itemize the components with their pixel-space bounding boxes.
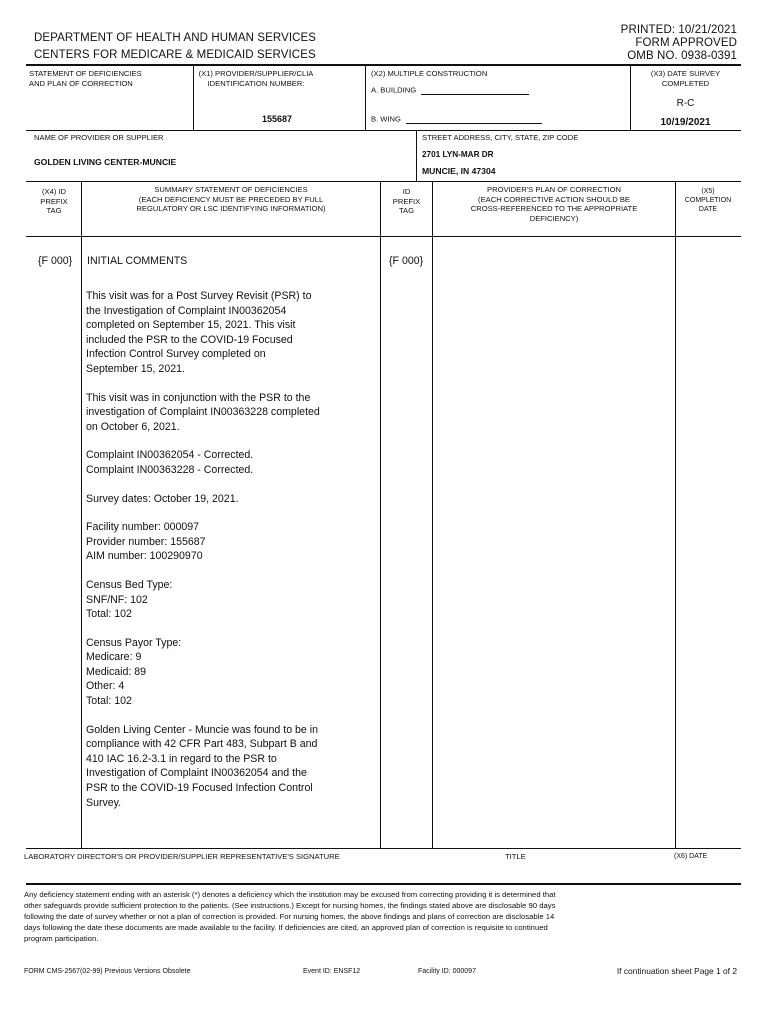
grid-rule-1 [26,130,741,131]
provider-number: 155687 [262,114,293,124]
omb-number: OMB NO. 0938-0391 [627,50,737,62]
summary-header-line1: SUMMARY STATEMENT OF DEFICIENCIES [154,185,308,194]
grid-divider-x2 [365,64,366,130]
top-rule [26,64,741,66]
x2-wing-label: B. WING [371,114,401,124]
x4-header-line2: PREFIX [40,196,68,206]
grid-rule-3 [26,236,741,237]
paragraph: Survey dates: October 19, 2021. [86,492,239,505]
x5-header-line1: (X5) [701,188,715,195]
x1-label-line1: (X1) PROVIDER/SUPPLIER/CLIA [198,69,314,78]
page-indicator: If continuation sheet Page 1 of 2 [616,966,737,976]
col-divider-1 [81,181,82,848]
id-header-line2: PREFIX [392,196,421,206]
disclaimer-text: Any deficiency statement ending with an asterisk (*) denotes a deficiency which the institution may be excused from correcting providing it is determined that other safeguards provide sufficient protection to the patients. (See instructions.) Except for nursing homes, the findings stated above are disclosable 90 days following the date of survey whether or not a plan of correction is provided. For nursing homes, the above findings and plans of correction are disclosable 14 days following the date these documents are made available to the facility. If deficiencies are cited, an approved plan of correction is requisite to continued program participation. [24,890,556,943]
statement-label [29,69,142,88]
facility-id: Facility ID: 000097 [418,968,476,975]
wing-blank [406,114,542,124]
summary-body [86,289,378,824]
col-divider-3 [432,181,433,848]
plan-header-line2: (EACH CORRECTIVE ACTION SHOULD BE [478,194,630,204]
x5-header-line2: COMPLETION [684,197,732,204]
grid-divider-x3 [630,64,631,130]
x4-header [28,187,80,216]
event-id: Event ID: ENSF12 [303,968,361,975]
grid-rule-2 [26,181,741,182]
x3-label [633,69,738,88]
grid-divider-x1 [193,64,194,130]
statement-label-line2: AND PLAN OF CORRECTION [29,78,133,88]
x2-label: (X2) MULTIPLE CONSTRUCTION [371,69,488,78]
paragraph: Census Payor Type: Medicare: 9 Medicaid: 89 Other: 4 Total: 102 [86,636,182,708]
form-approved: FORM APPROVED [635,37,737,49]
address-city: MUNCIE, IN 47304 [422,166,496,176]
x5-header-line3: DATE [698,206,718,213]
signature-title-label: TITLE [505,852,526,861]
paragraph: Facility number: 000097 Provider number: 155687 AIM number: 100290970 [86,521,206,563]
signature-label: LABORATORY DIRECTOR'S OR PROVIDER/SUPPLIER REPRESENTATIVE'S SIGNATURE [24,852,340,861]
summary-header [84,185,378,214]
left-prefix-tag: {F 000} [38,255,73,267]
col-divider-2 [380,181,381,848]
col-divider-4 [675,181,676,848]
x5-header [677,187,739,214]
statement-label-line1: STATEMENT OF DEFICIENCIES [29,69,142,78]
agency-title: CENTERS FOR MEDICARE & MEDICAID SERVICES [34,49,316,61]
x1-label [196,69,316,88]
x2-wing-field [371,114,542,124]
plan-header-line1: PROVIDER'S PLAN OF CORRECTION [487,185,621,194]
id-header [382,187,431,216]
id-header-line1: ID [402,187,411,196]
plan-header-line4: DEFICIENCY) [529,213,579,223]
x2-building-field [371,85,529,95]
plan-header [434,185,674,223]
paragraph: Census Bed Type: SNF/NF: 102 Total: 102 [86,578,173,621]
id-header-line3: TAG [398,206,415,216]
x1-label-line2: IDENTIFICATION NUMBER: [207,78,305,88]
printed-date: PRINTED: 10/21/2021 [620,24,737,36]
right-prefix-tag: {F 000} [389,255,424,267]
plan-header-line3: CROSS-REFERENCED TO THE APPROPRIATE [470,204,638,214]
address-street: 2701 LYN-MAR DR [422,150,494,159]
paragraph: Golden Living Center - Muncie was found to be in compliance with 42 CFR Part 483, Subpart B and 410 IAC 16.2-3.1 in regard to the PSR to Investigation of Complaint IN00362054 and the PSR to the COVID-19 Focused Infection Control Survey. [86,723,319,809]
x2-building-label: A. BUILDING [371,85,417,95]
x3-label-line2: COMPLETED [661,78,710,88]
address-label: STREET ADDRESS, CITY, STATE, ZIP CODE [422,133,579,142]
paragraph: This visit was in conjunction with the PSR to the investigation of Complaint IN00363228 completed on October 6, 2021. [86,391,320,433]
building-blank [421,85,529,95]
grid-divider-address [416,130,417,181]
x3-label-line1: (X3) DATE SURVEY [650,69,721,78]
content-bottom-rule [26,848,741,849]
department-title: DEPARTMENT OF HEALTH AND HUMAN SERVICES [34,32,317,44]
summary-header-line2: (EACH DEFICIENCY MUST BE PRECEDED BY FULL [138,194,324,204]
signature-bottom-rule [26,883,741,885]
provider-label: NAME OF PROVIDER OR SUPPLIER [34,133,164,142]
x4-header-line3: TAG [46,206,62,216]
paragraph: This visit was for a Post Survey Revisit (PSR) to the Investigation of Complaint IN00362054 completed on September 15, 2021. This visit included the PSR to the COVID-19 Focused Infection Control Survey completed on September 15, 2021. [86,290,312,375]
signature-date-label: (X6) DATE [674,853,708,860]
survey-type: R-C [676,98,695,109]
survey-date: 10/19/2021 [660,117,711,128]
section-heading: INITIAL COMMENTS [87,255,188,267]
summary-header-line3: REGULATORY OR LSC IDENTIFYING INFORMATION) [136,204,326,214]
x4-header-line1: (X4) ID [41,187,67,196]
provider-name: GOLDEN LIVING CENTER-MUNCIE [34,157,177,167]
form-number: FORM CMS-2567(02-99) Previous Versions Obsolete [24,968,191,975]
paragraph: Complaint IN00362054 - Corrected. Complaint IN00363228 - Corrected. [86,449,254,476]
